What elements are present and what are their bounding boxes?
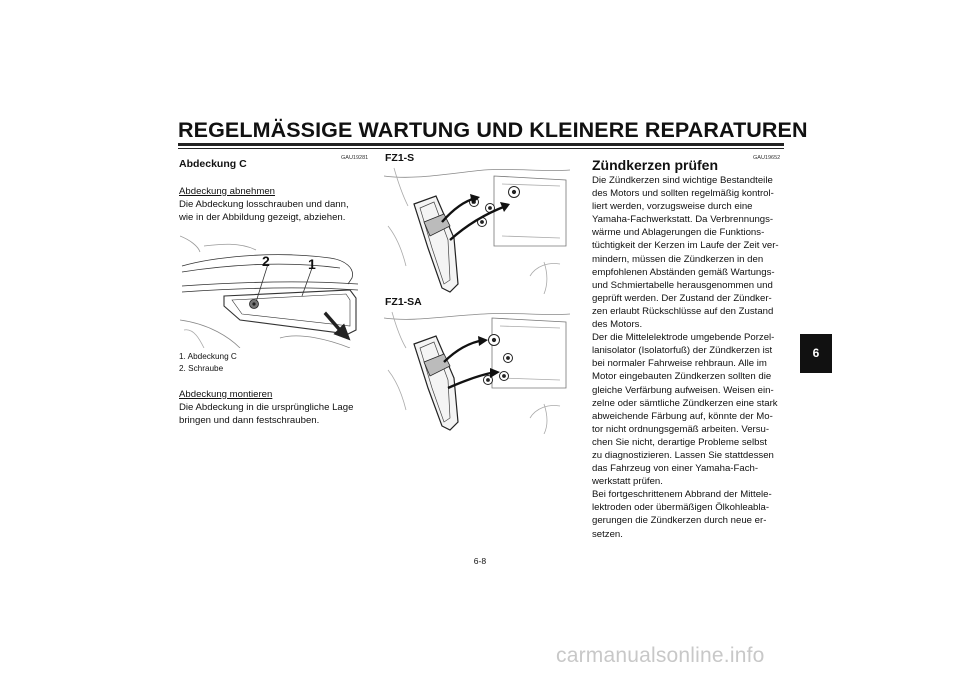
body-line: Bei fortgeschrittenem Abbrand der Mittele- xyxy=(592,489,772,501)
body-line: zelne oder sämtliche Zündkerzen eine stark xyxy=(592,397,778,409)
body-line: chen Sie nicht, derartige Probleme selbst xyxy=(592,436,767,448)
body-line: gleiche Verfärbung aufweisen. Weisen ein- xyxy=(592,384,774,396)
body-line: Motor eingebauten Zündkerzen sollten die xyxy=(592,371,772,383)
install-text-line: Die Abdeckung in die ursprüngliche Lage xyxy=(179,402,354,413)
body-line: das Fahrzeug von einer Yamaha-Fach- xyxy=(592,463,759,475)
body-line: lektroden oder übermäßigen Ölkohleabla- xyxy=(592,502,770,514)
body-line: geprüft werden. Der Zustand der Zündker- xyxy=(592,292,772,304)
body-line: tüchtigkeit der Kerzen im Laufe der Zeit ver- xyxy=(592,240,779,252)
figure-label-fz1-s: FZ1-S xyxy=(385,152,415,164)
callout-2: 2 xyxy=(262,253,270,269)
remove-text-line: wie in der Abbildung gezeigt, abziehen. xyxy=(179,212,346,223)
body-line: wärme und Ablagerungen die Funktions- xyxy=(592,227,765,239)
ref-code-right: GAU19652 xyxy=(753,155,781,161)
body-line: setzen. xyxy=(592,528,623,540)
figure-label-fz1-sa: FZ1-SA xyxy=(385,296,422,308)
subheading-remove: Abdeckung abnehmen xyxy=(179,186,276,197)
body-line: des Motors. xyxy=(592,319,643,331)
header-rule-thick xyxy=(178,143,784,146)
body-line: tor nicht ordnungsgemäß arbeiten. Versu- xyxy=(592,423,770,435)
body-line: liert werden, vorzugsweise durch eine xyxy=(592,201,753,213)
zuendkerzen-body xyxy=(592,174,792,541)
watermark: carmanualsonline.info xyxy=(556,644,765,667)
body-line: Die Zündkerzen sind wichtige Bestandteile xyxy=(592,175,773,186)
remove-text-line: Die Abdeckung losschrauben und dann, xyxy=(179,199,349,210)
install-text-line: bringen und dann festschrauben. xyxy=(179,415,320,426)
header-rule-thin xyxy=(178,148,784,149)
body-line: Der die Mittelelektrode umgebende Porzel- xyxy=(592,332,775,344)
subheading-install: Abdeckung montieren xyxy=(179,389,273,400)
caption-1: 1. Abdeckung C xyxy=(179,352,237,361)
body-line: zu diagnostizieren. Lassen Sie stattdessen xyxy=(592,449,774,461)
page-title: REGELMÄSSIGE WARTUNG UND KLEINERE REPARATUREN xyxy=(178,118,808,142)
body-line: mindern, müssen die Zündkerzen in den xyxy=(592,253,764,265)
caption-2: 2. Schraube xyxy=(179,364,224,373)
body-line: und Schmiertabelle herausgenommen und xyxy=(592,279,773,291)
body-line: lanisolator (Isolatorfuß) der Zündkerzen ist xyxy=(592,345,773,357)
cover-removal-illustration xyxy=(180,228,366,348)
body-line: Yamaha-Fachwerkstatt. Da Verbrennungs- xyxy=(592,214,774,226)
fz1-sa-cover-illustration xyxy=(384,310,570,434)
body-line: des Motors und sollten regelmäßig kontrol- xyxy=(592,188,774,200)
ref-code-left: GAU19281 xyxy=(341,155,369,161)
body-line: empfohlenen Abständen gemäß Wartungs- xyxy=(592,266,775,278)
body-line: zen erlaubt Rückschlüsse auf den Zustand xyxy=(592,305,774,317)
callout-1: 1 xyxy=(308,256,316,272)
body-line: werkstatt prüfen. xyxy=(592,476,663,488)
page-number: 6-8 xyxy=(473,556,487,566)
section-heading-zuendkerzen: Zündkerzen prüfen xyxy=(592,157,719,173)
section-heading-abdeckung-c: Abdeckung C xyxy=(179,158,247,170)
body-line: bei normaler Fahrweise rehbraun. Alle im xyxy=(592,358,767,370)
body-line: abweichende Färbung auf, könnte der Mo- xyxy=(592,410,773,422)
body-line: gerungen die Zündkerzen durch neue er- xyxy=(592,515,767,527)
fz1-s-cover-illustration xyxy=(384,166,570,294)
chapter-tab: 6 xyxy=(800,334,832,373)
